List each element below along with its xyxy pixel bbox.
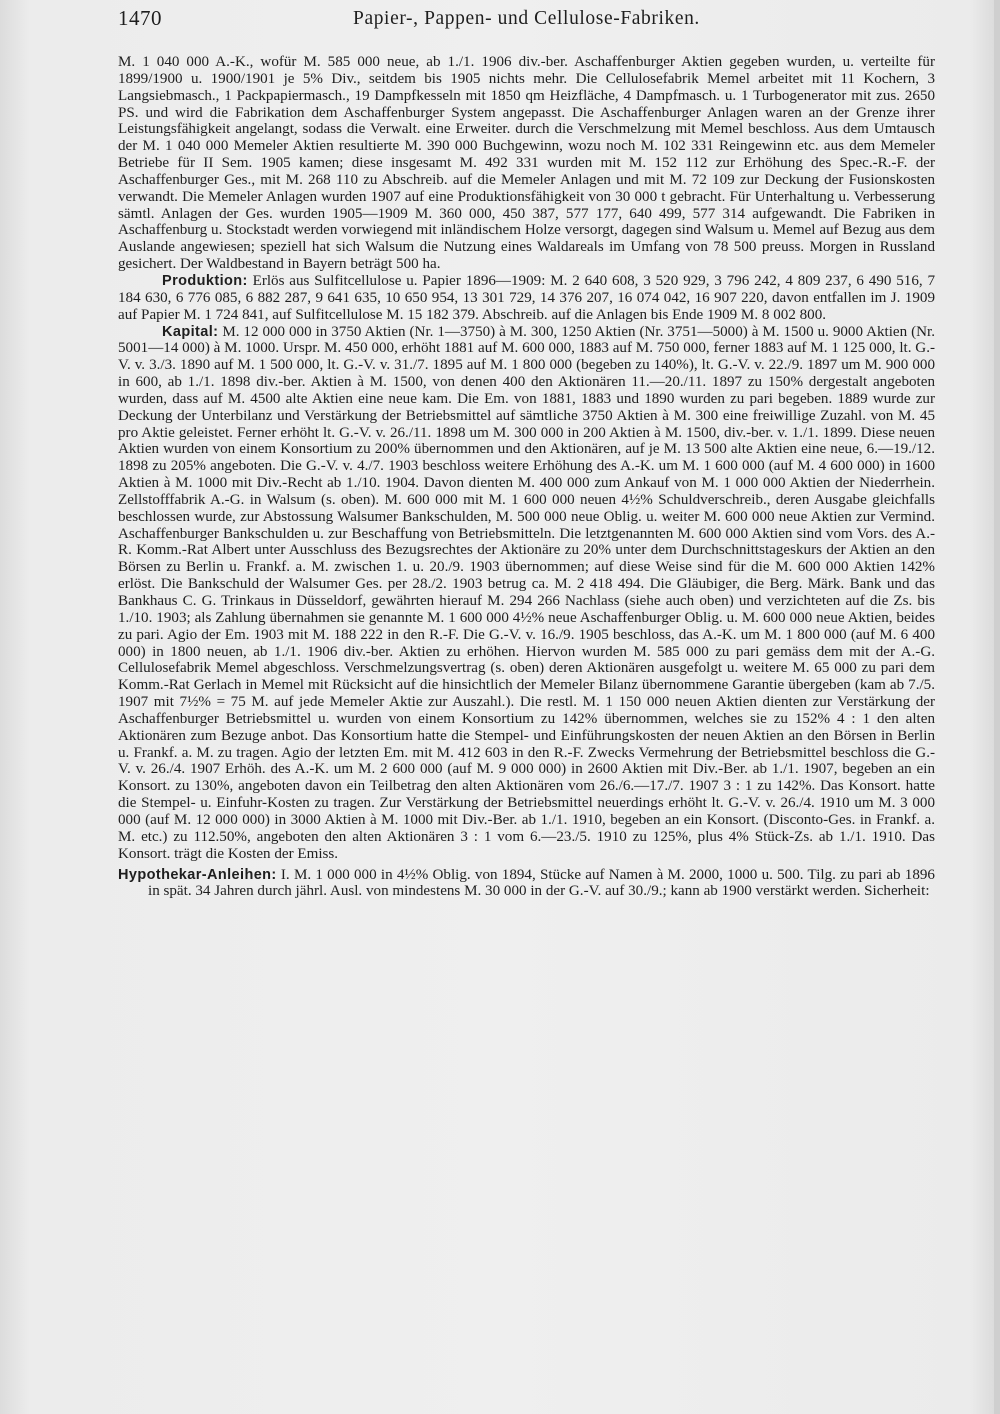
paragraph-kapital bbox=[118, 324, 935, 863]
page-number: 1470 bbox=[118, 6, 162, 30]
hypothekar-anleihen-text: I. M. 1 000 000 in 4½% Oblig. von 1894, Stücke auf Namen à M. 2000, 1000 u. 500. Tilg. zu pari ab 1896 in spät. 34 Jahren durch jährl. Ausl. von mindestens M. 30 000 in der G.-V. auf 30./9.; kann ab 1900 verstärkt werden. Sicherheit: bbox=[148, 866, 935, 900]
produktion-label: Produktion: bbox=[162, 272, 248, 289]
paragraph-intro: M. 1 040 000 A.-K., wofür M. 585 000 neue, ab 1./1. 1906 div.-ber. Aschaffenburger Aktien gegeben wurden, u. verteilte für 1899/1900 u. 1900/1901 je 5% Div., seitdem bis 1905 nichts mehr. Die Cellulosefabrik Memel arbeitet mit 11 Kochern, 3 Langsiebmasch., 1 Packpapiermasch., 19 Dampfkesseln mit 1850 qm Heizfläche, 4 Dampfmasch. u. 1 Turbogenerator mit zus. 2650 PS. und wird die Fabrikation dem Aschaffenburger System angepasst. Die Aschaffenburger Anlagen waren an der Grenze ihrer Leistungsfähigkeit angelangt, sodass die Verwalt. eine Erweiter. durch die Verschmelzung mit Memel beschloss. Aus dem Umtausch der M. 1 040 000 Memeler Aktien resultierte M. 390 000 Buchgewinn, wozu noch M. 102 331 Reingewinn etc. aus dem Memeler Betriebe für II Sem. 1905 kamen; diese insgesamt M. 492 331 wurden mit M. 152 112 zur Erhöhung des Spec.-R.-F. der Aschaffenburger Ges., mit M. 268 110 zu Abschreib. auf die Memeler Anlagen und mit M. 72 109 zur Deckung der Fusionskosten verwandt. Die Memeler Anlagen wurden 1907 auf eine Produktionsfähigkeit von 30 000 t gebracht. Für Unterhaltung u. Verbesserung sämtl. Anlagen der Ges. wurden 1905—1909 M. 360 000, 450 387, 577 177, 640 499, 577 314 aufgewandt. Die Fabriken in Aschaffenburg u. Stockstadt werden vorwiegend mit inländischem Holze versorgt, dagegen sind Walsum u. Memel auf Bezug aus dem Auslande angewiesen; speziell hat sich Walsum die Nutzung eines Waldareals im Umfang von 78 500 preuss. Morgen in Russland gesichert. Der Waldbestand in Bayern beträgt 500 ha. bbox=[118, 54, 935, 273]
body-text bbox=[118, 54, 935, 900]
page-header bbox=[118, 6, 938, 40]
running-title: Papier-, Pappen- und Cellulose-Fabriken. bbox=[353, 8, 700, 29]
hypothekar-anleihen-label: Hypothekar-Anleihen: bbox=[118, 866, 277, 883]
page-edge-shadow bbox=[994, 0, 1000, 1414]
kapital-text: M. 12 000 000 in 3750 Aktien (Nr. 1—3750) à M. 300, 1250 Aktien (Nr. 3751—5000) à M. 1500 u. 9000 Aktien (Nr. 5001—14 000) à M. 1000. Urspr. M. 450 000, erhöht 1881 auf M. 600 000, 1883 auf M. 750 000, ferner 1883 auf M. 1 125 000, lt. G.-V. v. 3./3. 1890 auf M. 1 500 000, lt. G.-V. v. 31./7. 1895 auf M. 1 800 000 (begeben zu 140%), lt. G.-V. v. 22./9. 1897 um M. 900 000 in 600, ab 1./1. 1898 div.-ber. Aktien à M. 1500, von denen 400 den Aktionären 11.—20./11. 1897 zu 150% dergestalt angeboten wurden, dass auf M. 4500 alte Aktien eine neue kam. Die Em. von 1881, 1883 und 1890 wurden zu pari begeben. 1889 wurde zur Deckung der Unterbilanz und Verstärkung der Betriebsmittel auf sämtliche 3750 Aktien à M. 300 eine freiwillige Zuzahl. von M. 45 pro Aktie geleistet. Ferner erhöht lt. G.-V. v. 26./11. 1898 um M. 300 000 in 200 Aktien à M. 1500, div.-ber. v. 1./1. 1899. Diese neuen Aktien wurden von einem Konsortium zu 200% übernommen und den Aktionären, auf je M. 13 500 alte Aktien eine neue, 6.—19./12. 1898 zu 205% angeboten. Die G.-V. v. 4./7. 1903 beschloss weitere Erhöhung des A.-K. um M. 1 600 000 (auf M. 4 600 000) in 1600 Aktien à M. 1000 mit Div.-Recht ab 1./10. 1904. Davon dienten M. 400 000 zum Ankauf von M. 1 000 000 Aktien der Niederrhein. Zellstofffabrik A.-G. in Walsum (s. oben). M. 600 000 mit M. 1 600 000 neuen 4½% Schuldverschreib., deren Ausgabe gleichfalls beschlossen wurde, zur Abstossung Walsumer Bankschulden, M. 500 000 neue Oblig. u. weiter M. 600 000 neue Aktien zur Vermind. Aschaffenburger Bankschulden u. zur Beschaffung von Betriebsmitteln. Die letztgenannten M. 600 000 Aktien sind vom Vors. des A.-R. Komm.-Rat Albert unter Ausschluss des Bezugsrechtes der Aktionäre zu 20% unter dem Durchschnittstageskurs der Aktien an den Börsen zu Berlin u. Frankf. a. M. zwischen 1. u. 20./9. 1903 übernommen; auf diese Weise sind für die M. 600 000 Aktien 142% erlöst. Die Bankschuld der Walsumer Ges. per 28./2. 1903 betrug ca. M. 2 418 494. Die Gläubiger, die Berg. Märk. Bank und das Bankhaus C. G. Trinkaus in Düsseldorf, gewährten hierauf M. 294 266 Nachlass (siehe auch oben) und verzichteten auf die Zs. bis 1./10. 1903; als Zahlung übernahmen sie genannte M. 1 600 000 4½% neue Aschaffenburger Oblig. u. M. 600 000 neue Aktien, beides zu pari. Agio der Em. 1903 mit M. 188 222 in den R.-F. Die G.-V. v. 16./9. 1905 beschloss, das A.-K. um M. 1 800 000 (auf M. 6 400 000) in 1800 neuen, ab 1./1. 1906 div.-ber. Aktien zu erhöhen. Hiervon wurden M. 585 000 zu pari gemäss dem mit der A.-G. Cellulosefabrik Memel abgeschloss. Verschmelzungsvertrag (s. oben) deren Aktionären ausgefolgt u. weitere M. 65 000 zu pari dem Komm.-Rat Gerlach in Memel mit Rücksicht auf die hinsichtlich der Memeler Bilanz übernommene Garantie übergeben (kam ab 7./5. 1907 mit 7½% = 75 M. auf jede Memeler Aktie zur Auszahl.). Die restl. M. 1 150 000 neuen Aktien dienten zur Verstärkung der Aschaffenburger Betriebsmittel u. wurden von einem Konsortium zu 142% übernommen, welches sie zu 152% 4 : 1 den alten Aktionären zum Bezuge anbot. Das Konsortium hatte die Stempel- und Einführungskosten der neuen Aktien an den Börsen in Berlin u. Frankf. a. M. zu tragen. Agio der letzten Em. mit M. 412 603 in den R.-F. Zwecks Vermehrung der Betriebsmittel beschloss die G.-V. v. 26./4. 1907 Erhöh. des A.-K. um M. 2 600 000 (auf M. 9 000 000) in 2600 Aktien mit Div.-Ber. ab 1./1. 1907, begeben an ein Konsort. zu 130%, angeboten davon ein Teilbetrag den alten Aktionären vom 26./6.—17./7. 1907 3 : 1 zu 142%. Das Konsort. hatte die Stempel- u. Einfuhr-Kosten zu tragen. Zur Verstärkung der Betriebsmittel neuerdings erhöht lt. G.-V. v. 26./4. 1910 um M. 3 000 000 (auf M. 12 000 000) in 3000 Aktien à M. 1000 mit Div.-Ber. ab 1./1. 1910, begeben an ein Konsort. (Disconto-Ges. in Frankf. a. M. etc.) zu 112.50%, angeboten den alten Aktionären 3 : 1 vom 6.—23./5. 1910 zu 125%, plus 4% Stück-Zs. ab 1./1. 1910. Das Konsort. trägt die Kosten der Emiss. bbox=[118, 323, 935, 862]
paragraph-hypothekar-anleihen bbox=[118, 867, 935, 901]
produktion-text: Erlös aus Sulfitcellulose u. Papier 1896—1909: M. 2 640 608, 3 520 929, 3 796 242, 4 809 237, 6 490 516, 7 184 630, 6 776 085, 6 882 287, 9 641 635, 10 650 954, 13 301 729, 14 376 207, 16 074 042, 16 907 220, davon entfallen im J. 1909 auf Papier M. 1 724 841, auf Sulfitcellulose M. 15 182 379. Abschreib. auf die Anlagen bis Ende 1909 M. 8 002 800. bbox=[118, 272, 936, 323]
kapital-label: Kapital: bbox=[162, 323, 219, 340]
paragraph-produktion bbox=[118, 273, 935, 324]
